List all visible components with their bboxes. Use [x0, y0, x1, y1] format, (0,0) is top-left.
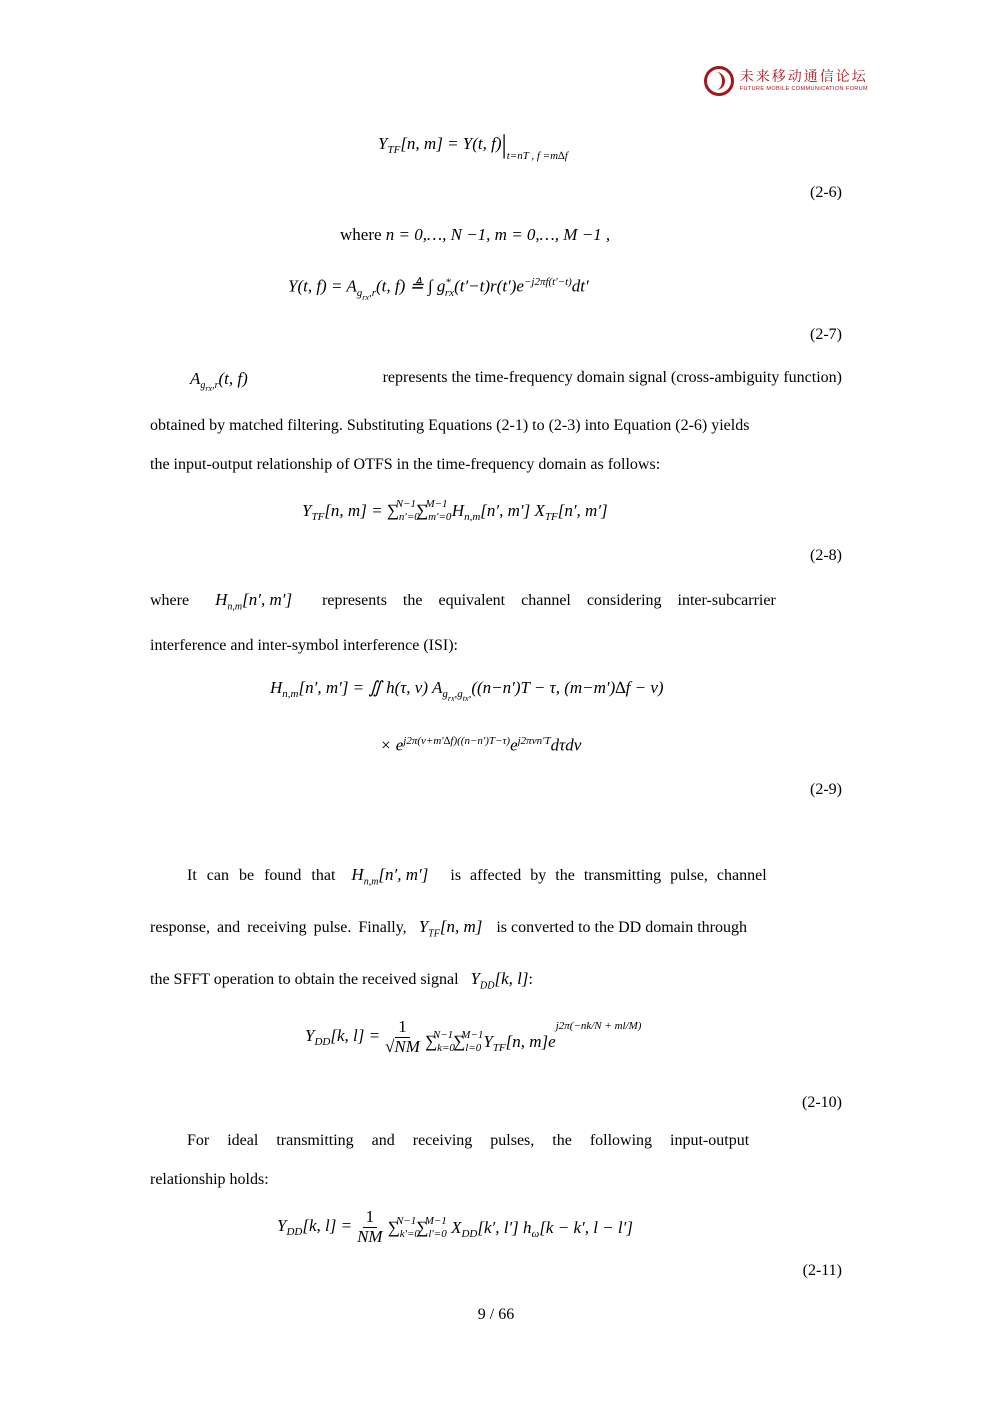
paragraph-line: relationship holds: — [150, 1171, 269, 1188]
inline-math: $H_{n,m}[n'$, m′] — [215, 590, 293, 613]
logo-english-text: FUTURE MOBILE COMMUNICATION FORUM — [739, 85, 868, 92]
equation-2-10: $Y_{DD}[k$, l] = $\frac{1}{√NM}$ $\sum_{k=0}^{N-1}\sum_{l=0}^{M-1}Y_{TF}[n$, $m]e^{j2\pi(-nk/N + ml/M)}$ — [305, 1017, 642, 1056]
equation-2-9-line1: $H_{n,m}[n'$, m′] = ∬ h(τ, v) $A_{g_{rx},g_{tx},}((n-n')T - \tau$, (m−m′)∆f − v) — [270, 678, 664, 703]
paragraph-line: For ideal transmitting and receiving pulses, the following input-output — [187, 1132, 750, 1149]
inline-math: $Y_{TF}[n$, m] — [418, 917, 483, 940]
equation-number: (2-6) — [810, 184, 842, 201]
equation-2-9-line2: × $e^{j2\pi(v+m'\Delta f)((n-n')T-\tau)}e^{j2\pi vn'T}d\tau dv$ — [380, 735, 582, 755]
paragraph-line: interference and inter-symbol interference (ISI): — [150, 637, 458, 654]
paragraph-line: the input-output relationship of OTFS in the time-frequency domain as follows: — [150, 456, 661, 473]
equation-number: (2-10) — [802, 1094, 842, 1111]
equation-number: (2-11) — [802, 1262, 842, 1279]
paragraph-line: $A_{g_{rx},r}(t$, f) represents the time-frequency domain signal (cross-ambiguity function) — [190, 369, 842, 394]
paragraph-line: It can be found that $H_{n,m}[n'$, m′] is affected by the transmitting pulse, channel — [187, 865, 767, 888]
equation-number: (2-8) — [810, 547, 842, 564]
logo-icon — [704, 66, 734, 96]
paragraph-line: obtained by matched filtering. Substituting Equations (2-1) to (2-3) into Equation (2-6) yields — [150, 417, 750, 434]
equation-number: (2-7) — [810, 326, 842, 343]
paragraph-text: represents the equivalent channel considering inter-subcarrier — [322, 592, 776, 609]
equation-number: (2-9) — [810, 781, 842, 798]
forum-logo — [704, 66, 868, 96]
inline-math: $H_{n,m}[n'$, m′] — [351, 865, 429, 888]
paragraph-line: the SFFT operation to obtain the received signal $Y_{DD}[k$, l] : — [150, 969, 533, 992]
equation-2-8: $Y_{TF}[n$, $m] = \sum_{n'=0}^{N-1}\sum_{m'=0}^{M-1}$ $H_{n,m}[n'$, m′] $X_{TF}[n'$, m′] — [302, 498, 608, 523]
page-number: 9 / 66 — [477, 1306, 515, 1323]
inline-math: $Y_{DD}[k$, l] — [470, 969, 529, 992]
paragraph-line: where $H_{n,m}[n'$, m′] represents the equivalent channel considering inter-subcarrier — [150, 590, 842, 612]
inline-math: $A_{g_{rx},r}(t$, f) — [190, 369, 248, 394]
logo-chinese-text: 未来移动通信论坛 — [739, 68, 868, 85]
paragraph-line: response, and receiving pulse. Finally, $Y_{TF}[n$, m] is converted to the DD domain through — [150, 917, 747, 940]
equation-2-7: Y(t, $f) = A_{g_{rx},r}(t$, f) ≜ ∫ $g^*_{rx}(t'-t)r(t')e^{-j2\pi f(t'-t)}dt'$ — [288, 276, 589, 302]
equation-2-11: $Y_{DD}[k$, l] = $\frac{1}{NM}$ $\sum_{k'=0}^{N-1}\sum_{l'=0}^{M-1}$ $X_{DD}[k'$, l′] $h_\omega[k - k'$, l − l′] — [277, 1207, 633, 1246]
where-clause: where n = 0,…, N −1, m = 0,…, M −1 , — [340, 225, 611, 244]
equation-2-6: $Y_{TF}[n$, m] = Y(t, $f)|_{t=nT , f =m\Delta f}$ — [378, 130, 568, 162]
